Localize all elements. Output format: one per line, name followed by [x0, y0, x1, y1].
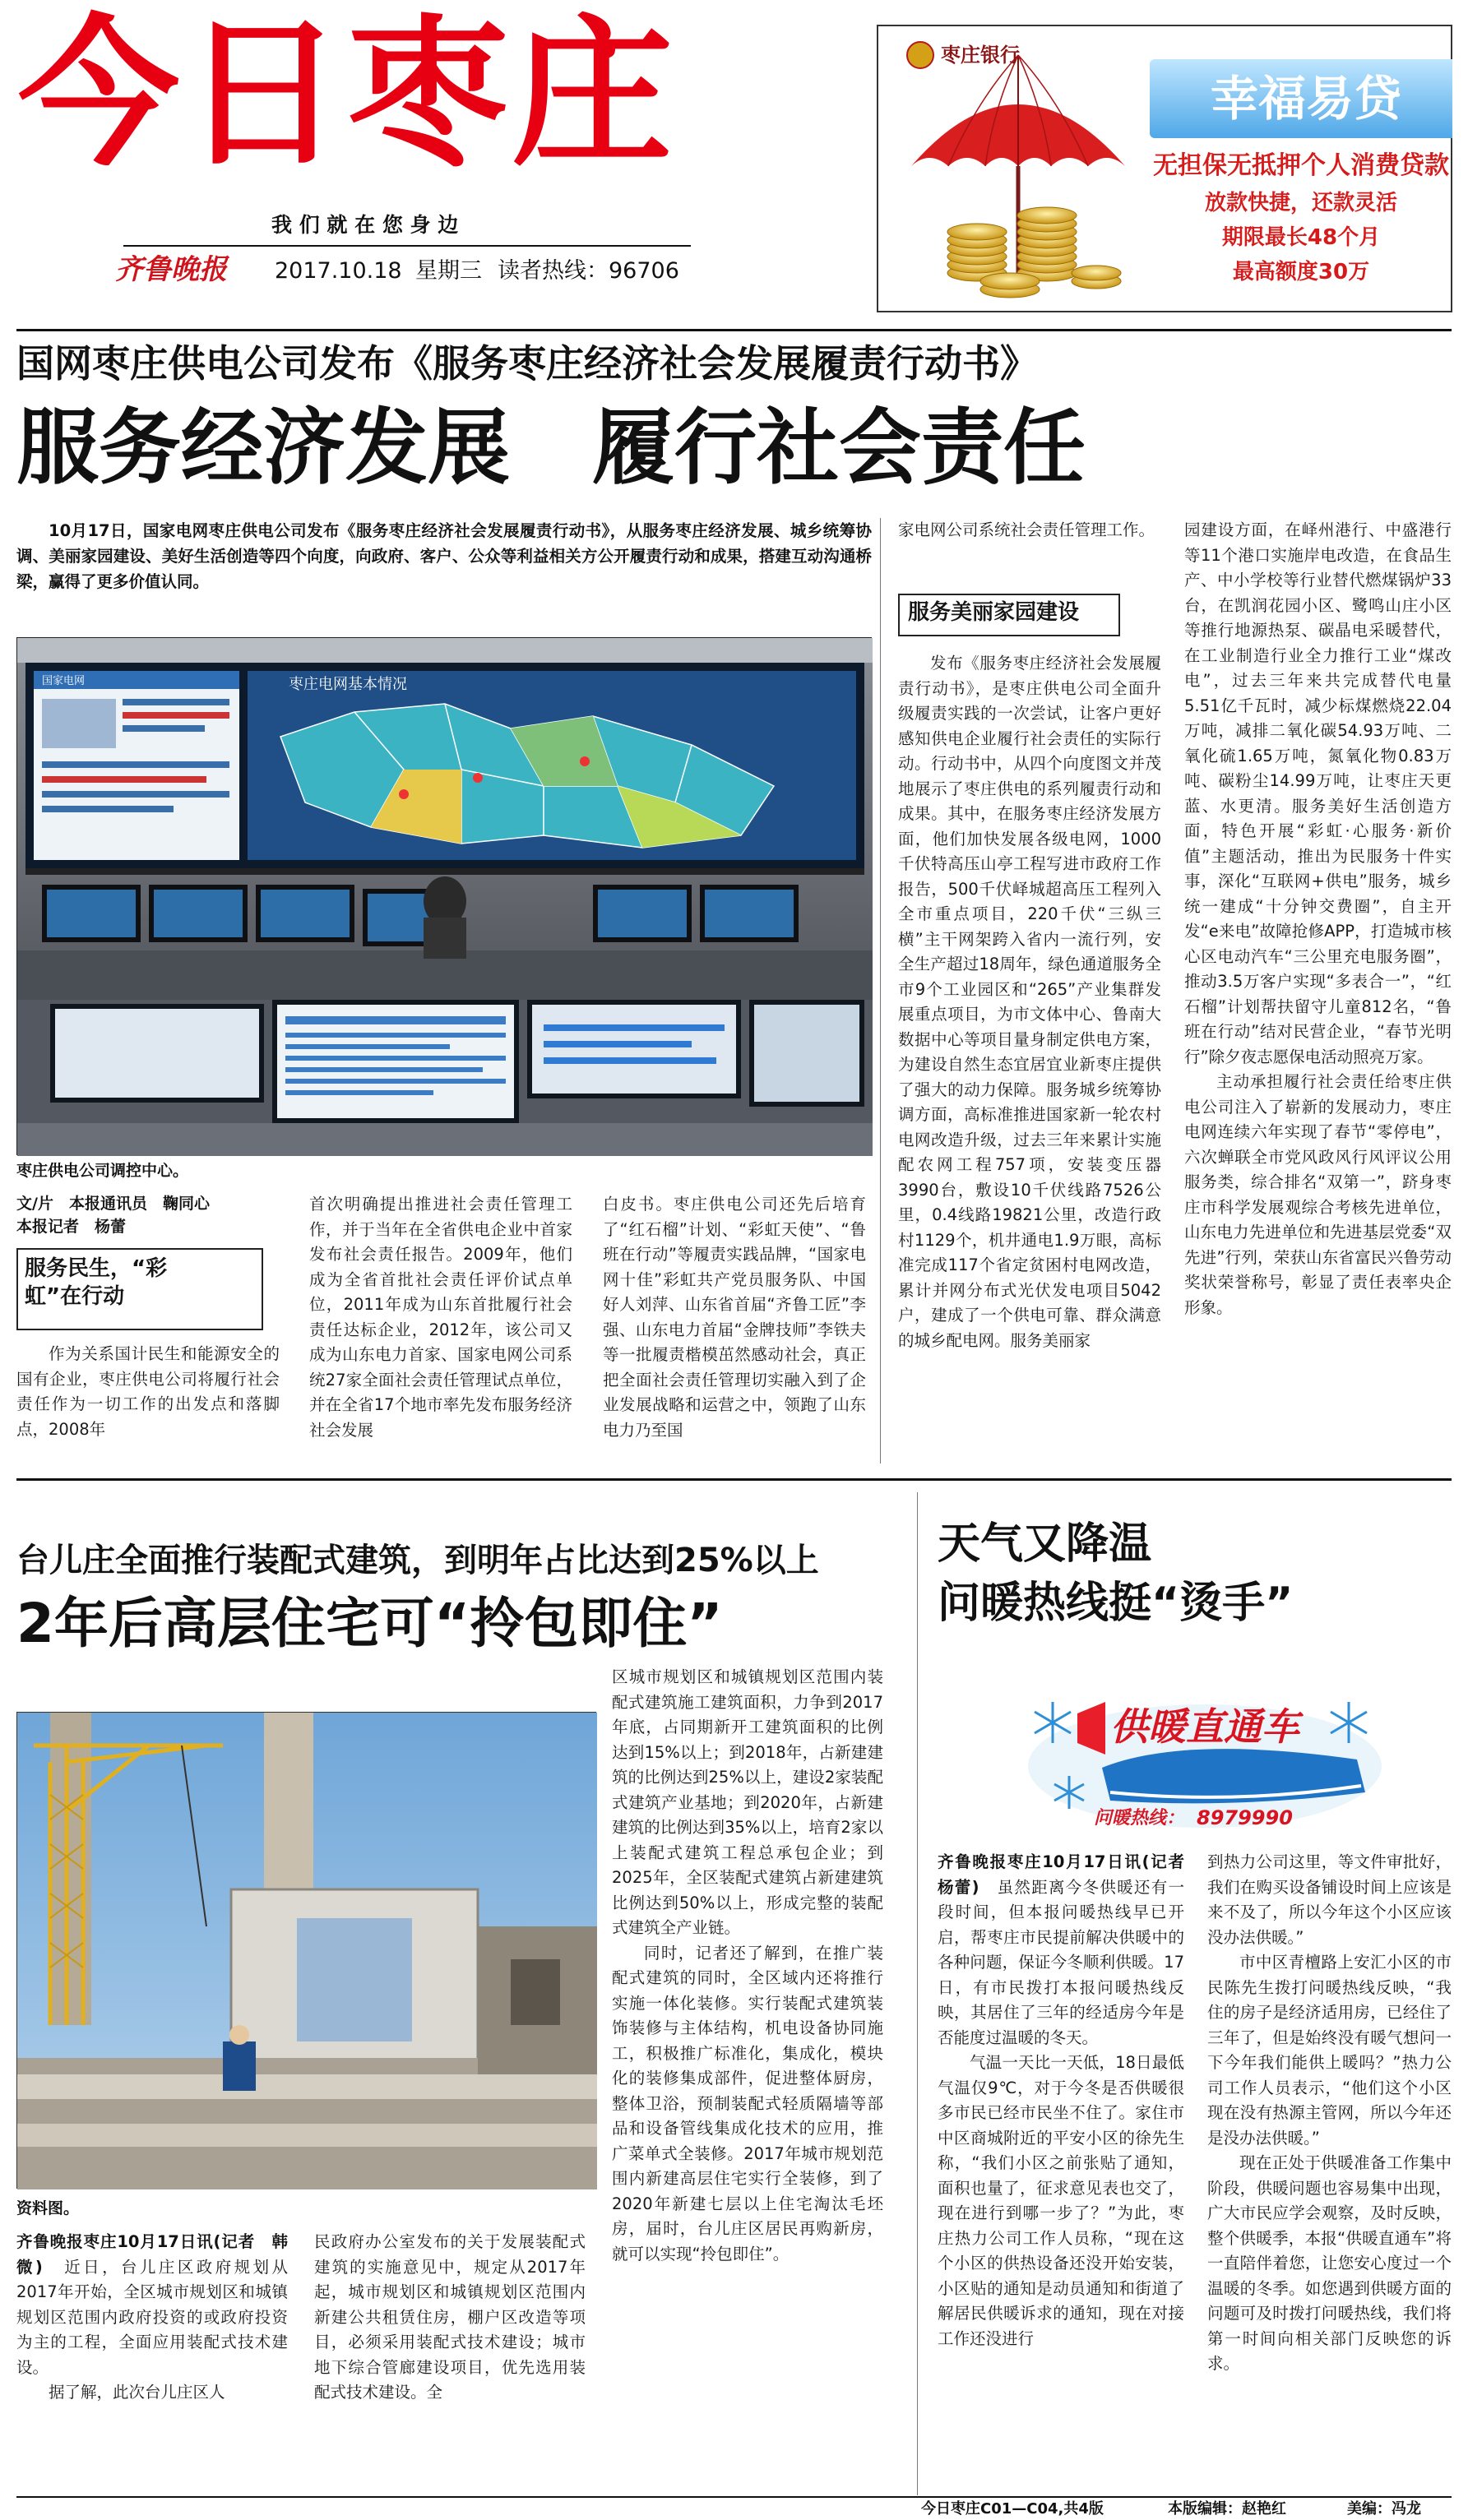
bank-logo-icon — [906, 41, 934, 69]
reader-hotline: 读者热线：96706 — [498, 258, 679, 284]
footer-editor: 本版编辑：赵艳红 — [1168, 2500, 1286, 2518]
issue-date: 2017.10.18 — [275, 258, 402, 284]
story3-col2-text: 到热力公司这里，等文件审批好，我们在购买设备铺设时间上应该是来不及了，所以今年这个小区应该没办法供暖。” — [1207, 1852, 1452, 1947]
ad-headline: 幸福易贷 — [1210, 71, 1401, 127]
construction-illustration — [17, 1713, 597, 2189]
story2-col3-text-2: 同时，记者还了解到，在推广装配式建筑的同时，全区域内还将推行实施一体化装修。实行装配式建筑装饰装修与主体结构，机电设备协同施工，积极推广标准化，集成化，模块化的装修集成部件，促进整体厨房，整体卫浴，预制装配式轻质隔墙等部品和设备管线集成化技术的应用，推广菜单式全装修。2017年城市规划范围内新建高层住宅实行全装修，到了2020年新建七层以上住宅淘汰毛坯房，届时，台儿庄区居民再购新房，就可以实现“拎包即住”。 — [612, 1943, 883, 2263]
story1-subhead-2-text: 服务美丽家园建设 — [908, 600, 1080, 625]
story3-col1-text: 虽然距离今冬供暖还有一段时间，但本报问暖热线早已开启，帮枣庄市民提前解决供暖中的各种问题，保证今冬顺利供暖。17日，有市民拨打本报问暖热线反映，其居住了三年的经适房今年是否能度过温暖的冬天。 — [938, 1877, 1184, 2047]
story1-col1 — [16, 1342, 280, 1465]
story1-col4-text: 发布《服务枣庄经济社会发展履责行动书》，是枣庄供电公司全面升级履责实践的一次尝试，让客户更好感知供电企业履行社会责任的实际行动。行动书中，从四个向度图文并茂地展示了枣庄供电的系列履责行动和成果。其中，在服务枣庄经济发展方面，他们加快发展各级电网，1000千伏特高压山亭工程写进市政府工作报告，500千伏峄城超高压工程列入全市重点项目，220千伏“三纵三横”主干网架跨入省内一流行列，安全生产超过18周年，绿色通道服务全市9个工业园区和“265”产业集群发展重点项目，为市文体中心、鲁南大数据中心等项目量身制定供电方案，为建设自然生态宜居宜业新枣庄提供了强大的动力保障。服务城乡统筹协调方面，高标准推进国家新一轮农村电网改造升级，过去三年来累计实施配农网工程757项，安装变压器3990台，敷设10千伏线路7526公里，0.4线路19821公里，改造行政村1129个，机井通电1.9万眼，高标准完成117个省定贫困村电网改造，累计并网分布式光伏发电项目5042户，建成了一个供电可靠、群众满意的城乡配电网。服务美丽家 — [898, 654, 1161, 1350]
ad-line-1: 无担保无抵押个人消费贷款 — [1153, 151, 1449, 180]
story3-col1 — [938, 1850, 1201, 2493]
story1-lead — [16, 518, 872, 594]
story1-byline-1: 文/片 本报通讯员 鞠同心 — [16, 1195, 210, 1213]
heating-banner-phone: 8979990 — [1197, 1806, 1293, 1829]
story1-col1-text: 作为关系国计民生和能源安全的国有企业，枣庄供电公司将履行社会责任作为一切工作的出发点和落脚点，2008年 — [16, 1344, 280, 1439]
story2-col2-text: 民政府办公室发布的关于发展装配式建筑的实施意见中，规定从2017年起，城市规划区和城镇规划区范围内新建公共租赁住房，棚户区改造等项目，必须采用装配式技术建设；城市地下综合管廊建设项目，优先选用装配式技术建设。全 — [314, 2232, 586, 2402]
screen-title-text: 枣庄电网基本情况 — [289, 676, 407, 693]
story1-subhead-2 — [898, 594, 1120, 636]
story2-col3 — [612, 1665, 883, 2493]
story1-col4-top-text: 家电网公司系统社会责任管理工作。 — [898, 520, 1155, 539]
story3-col2 — [1207, 1850, 1452, 2493]
story2-col2 — [314, 2230, 586, 2493]
story1-col2-text: 首次明确提出推进社会责任管理工作，并于当年在全省供电企业中首家发布社会责任报告。2009年，他们成为全省首批社会责任评价试点单位，2011年成为山东首批履行社会责任达标企业，2012年，该公司又成为山东电力首家、国家电网公司系统27家全面社会责任管理试点单位，并在全省17个地市率先发布服务经济社会发展 — [309, 1195, 572, 1440]
story1-col5-text-2: 主动承担履行社会责任给枣庄供电公司注入了崭新的发展动力，枣庄电网连续六年实现了春节“零停电”，六次蝉联全市党风政风行风评议公用服务类，综合排名“双第一”，跻身枣庄市科学发展观综合考核先进单位，山东电力先进单位和先进基层党委“双先进”行列，荣获山东省富民兴鲁劳动奖状荣誉称号，彰显了责任表率央企形象。 — [1184, 1072, 1452, 1317]
story1-col4 — [898, 651, 1161, 1465]
control-room-illustration — [17, 638, 873, 1156]
ad-line-3: 期限最长48个月 — [1221, 225, 1381, 250]
story1-col3 — [603, 1192, 866, 1465]
story3-headline-1: 天气又降温 — [938, 1519, 1152, 1569]
story2-col1-text: 近日，台儿庄区政府规划从2017年开始，全区城市规划区和城镇规划区范围内政府投资的或政府投资为主的工程，全面应用装配式技术建设。 — [16, 2257, 288, 2377]
story3-headline-2: 问暖热线挺“烫手” — [938, 1579, 1294, 1628]
story1-column-divider — [880, 518, 881, 1463]
story1-col5 — [1184, 518, 1452, 1465]
story1-photo-caption: 枣庄供电公司调控中心。 — [16, 1162, 189, 1180]
story3-byline: 齐鲁晚报枣庄10月17日讯(记者 杨蕾) — [938, 1852, 1201, 1897]
story2-photo — [16, 1712, 596, 2189]
ad-line-2: 放款快捷，还款灵活 — [1204, 191, 1397, 215]
story3-col2-text-3: 现在正处于供暖准备工作集中阶段，供暖问题也容易集中出现，广大市民应学会观察，及时反映，整个供暖季，本报“供暖直通车”将一直陪伴着您，让您安心度过一个温暖的冬季。如您遇到供暖方面的问题可及时拨打问暖热线，我们将第一时间向相关部门反映您的诉求。 — [1207, 2153, 1452, 2373]
heating-banner-title: 供暖直通车 — [1110, 1704, 1299, 1749]
story2-photo-caption: 资料图。 — [16, 2199, 80, 2217]
ad-line-4: 最高额度30万 — [1232, 260, 1370, 284]
masthead-title: 今日枣庄 — [18, 1, 677, 188]
issue-weekday: 星期三 — [415, 258, 482, 284]
story2-col3-text: 区城市规划区和城镇规划区范围内装配式建筑施工建筑面积，力争到2017年底，占同期新开工建筑面积的比例达到15%以上；到2018年，占新建建筑的比例达到25%以上，建设2家装配式建筑产业基地；到2020年，占新建建筑的比例达到35%以上，培育2家以上装配式建筑工程总承包企业；到2025年，全区装配式建筑占新建建筑比例达到50%以上，形成完整的装配式建筑全产业链。 — [612, 1667, 883, 1937]
story1-headline: 服务经济发展 履行社会责任 — [16, 400, 1086, 496]
story1-col3-text: 白皮书。枣庄供电公司还先后培育了“红石榴”计划、“彩虹天使”、“鲁班在行动”等履责实践品牌，“国家电网十佳”彩虹共产党员服务队、中国好人刘萍、山东省首届“齐鲁工匠”李强、山东电力首届“金牌技师”李铁夫等一批履责楷模茁然感动社会，真正把全面社会责任管理切实融入到了企业发展战略和运营之中，领跑了山东电力乃至国 — [603, 1195, 866, 1440]
paper-name: 齐鲁晚报 — [115, 253, 227, 286]
story1-col2 — [309, 1192, 572, 1465]
story1-byline-2: 本报记者 杨蕾 — [16, 1218, 127, 1236]
wall-logo-text: 国家电网 — [42, 675, 86, 687]
section-rule-middle — [16, 1478, 1452, 1481]
story1-photo — [16, 637, 872, 1155]
story1-col4-top — [898, 518, 1161, 576]
story1-subhead-1 — [16, 1248, 263, 1330]
footer-rule — [16, 2496, 1452, 2498]
heating-banner-phone-label: 问暖热线： — [1094, 1808, 1185, 1829]
story3-col1-text-2: 气温一天比一天低，18日最低气温仅9℃，对于今冬是否供暖很多市民已经市民坐不住了。家住市中区商城附近的平安小区的徐先生称，“我们小区之前张贴了通知，面积也量了，征求意见表也交了，现在进行到哪一步了？”为此，枣庄热力公司工作人员称，“现在这个小区的供热设备还没开始安装，小区贴的通知是动员通知和街道了解居民供暖诉求的通知，现在对接工作还没进行 — [938, 2053, 1184, 2348]
story1-lead-text: 10月17日，国家电网枣庄供电公司发布《服务枣庄经济社会发展履责行动书》，从服务枣庄经济发展、城乡统筹协调、美丽家园建设、美好生活创造等四个向度，向政府、客户、公众等利益相关方公开履责行动和成果，搭建互动沟通桥梁，赢得了更多价值认同。 — [16, 521, 872, 591]
story2-col1-text-2: 据了解，此次台儿庄区人 — [49, 2383, 225, 2402]
story2-byline: 齐鲁晚报枣庄10月17日讯(记者 韩微) — [16, 2232, 288, 2277]
story1-kicker: 国网枣庄供电公司发布《服务枣庄经济社会发展履责行动书》 — [16, 341, 1038, 386]
story1-subhead-1-text: 服务民生，“彩虹”在行动 — [25, 1256, 168, 1309]
section-rule-top — [16, 329, 1452, 331]
story1-col5-text: 园建设方面，在峄州港行、中盛港行等11个港口实施岸电改造，在食品生产、中小学校等行业替代燃煤锅炉33台，在凯润花园小区、鹭鸣山庄小区等推行地源热泵、碳晶电采暖替代，在工业制造行业全力推行工业“煤改电”，过去三年来共完成替代电量5.51亿千瓦时，减少标煤燃烧22.04万吨，减排二氧化碳54.93万吨、二氧化硫1.65万吨，氮氧化物0.83万吨、碳粉尘14.99万吨，让枣庄天更蓝、水更清。服务美好生活创造方面，特色开展“彩虹·心服务·新价值”主题活动，推出为民服务十件实事，深化“互联网+供电”服务，城乡统一建成“十分钟交费圈”，自主开发“e来电”故障抢修APP，打造城市核心区电动汽车“三公里充电服务圈”，推动3.5万客户实现“多表合一”，“红石榴”计划帮扶留守儿童812名，“鲁班在行动”结对民营企业，“春节光明行”除夕夜志愿保电活动照亮万家。 — [1184, 520, 1452, 1066]
story3-col2-text-2: 市中区青檀路上安汇小区的市民陈先生拨打问暖热线反映，“我住的房子是经济适用房，已经住了三年了，但是始终没有暖气想问一下今年我们能供上暖吗？”热力公司工作人员表示，“他们这个小区现在没有热源主管网，所以今年还是没办法供暖。” — [1207, 1953, 1452, 2148]
masthead-rule — [123, 245, 691, 247]
story2-kicker: 台儿庄全面推行装配式建筑，到明年占比达到25%以上 — [16, 1542, 819, 1579]
footer-designer: 美编：冯龙 — [1347, 2500, 1421, 2518]
story2-story3-divider — [917, 1492, 918, 2495]
masthead-slogan: 我 们 就 在 您 身 边 — [271, 213, 459, 237]
footer-edition: 今日枣庄C01—C04,共4版 — [921, 2500, 1104, 2518]
heating-banner — [1020, 1669, 1390, 1833]
story2-headline: 2年后高层住宅可“拎包即住” — [16, 1592, 723, 1655]
bank-advertisement[interactable] — [877, 25, 1452, 312]
story2-col1 — [16, 2230, 288, 2493]
bank-name: 枣庄银行 — [941, 44, 1020, 67]
